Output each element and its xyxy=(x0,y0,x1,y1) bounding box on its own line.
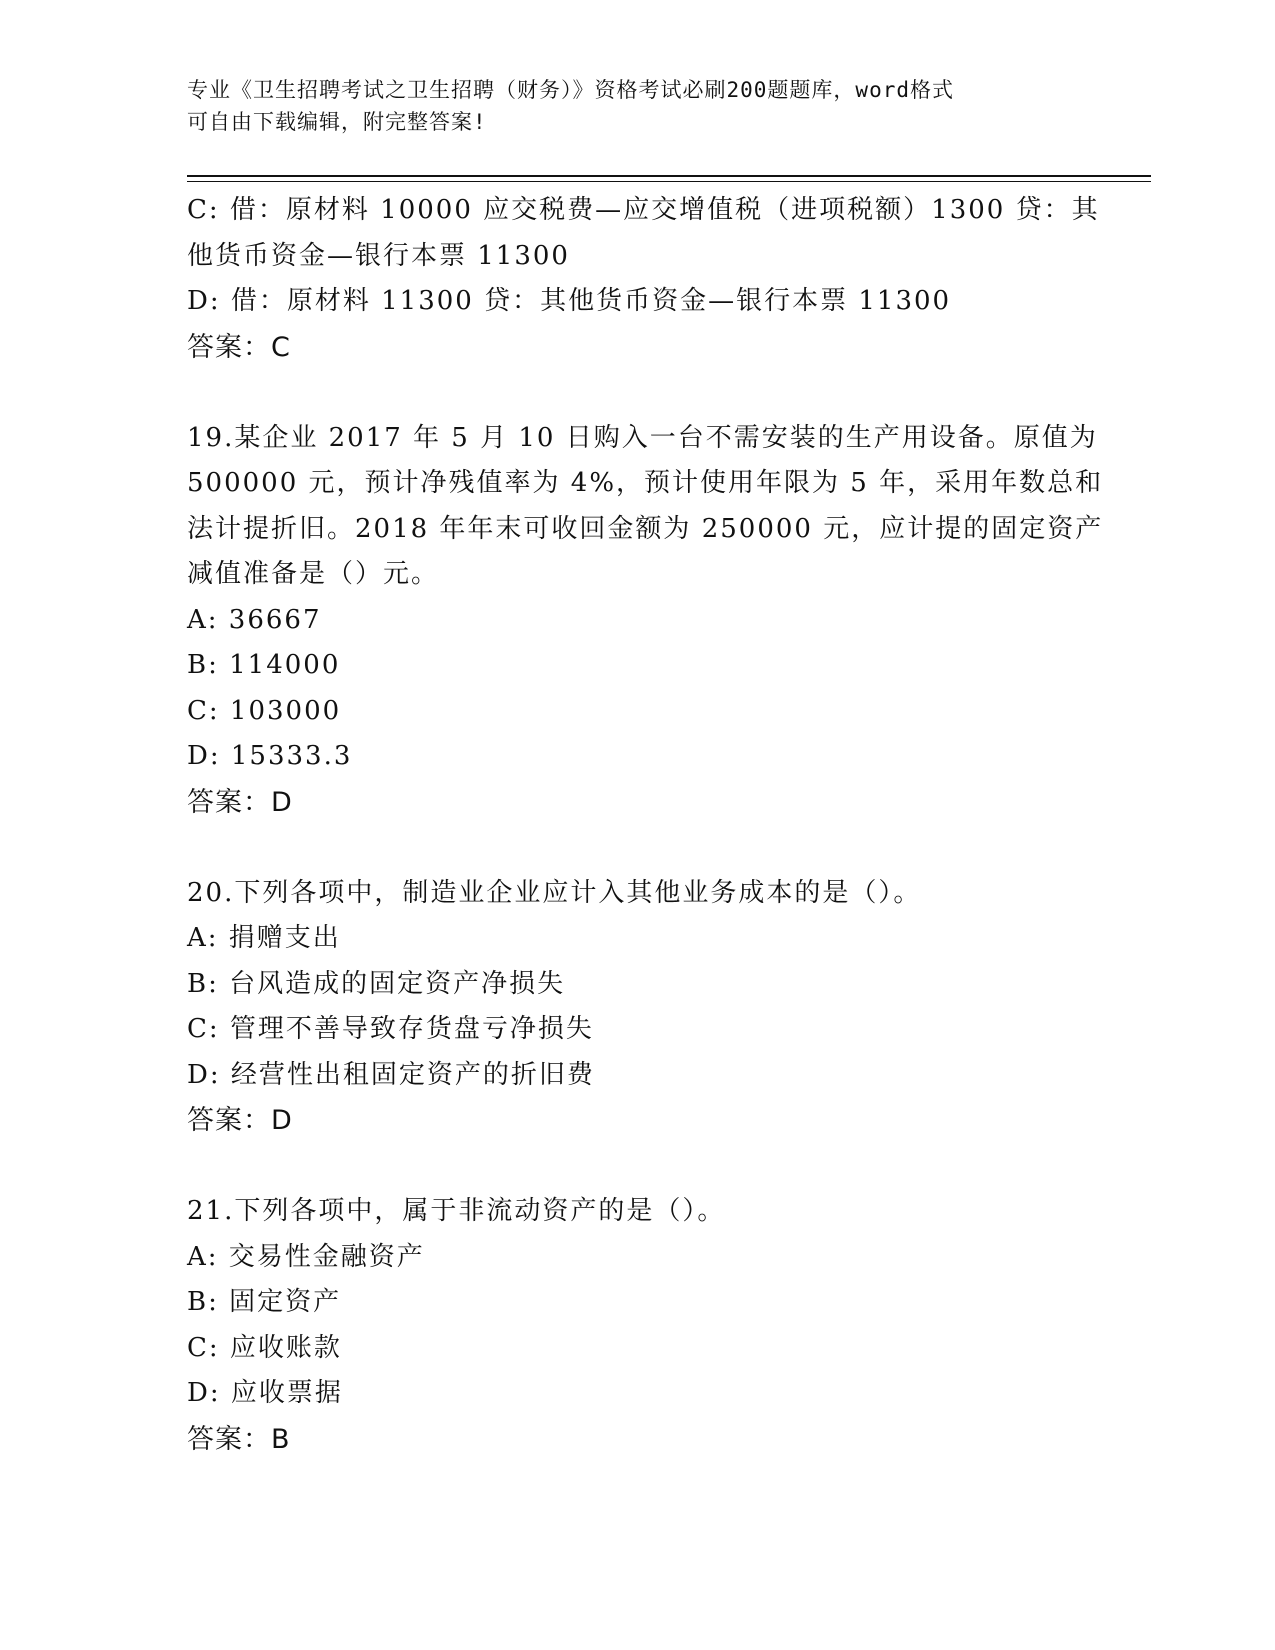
answer: 答案：D xyxy=(187,786,293,818)
header-divider-thin xyxy=(187,181,1151,182)
document-header xyxy=(187,74,1067,138)
answer: 答案：D xyxy=(187,1105,293,1136)
spacer xyxy=(187,1144,1087,1190)
option-c-line-2: 他货币资金—银行本票 11300 xyxy=(187,240,570,271)
header-title-line-1: 专业《卫生招聘考试之卫生招聘（财务）》资格考试必刷200题题库，word格式 xyxy=(187,78,954,102)
question-stem: 21.下列各项中，属于非流动资产的是（）。 xyxy=(187,1196,726,1226)
option-d: D: 15333.3 xyxy=(187,741,353,771)
option-d: D: 经营性出租固定资产的折旧费 xyxy=(187,1059,595,1090)
question-stem-line-2: 500000 元，预计净残值率为 4%，预计使用年限为 5 年，采用年数总和 xyxy=(187,468,1104,498)
option-b: B: 114000 xyxy=(187,650,341,680)
question-stem-line-1: 19.某企业 2017 年 5 月 10 日购入一台不需安装的生产用设备。原值为 xyxy=(187,422,1098,453)
option-a: A: 交易性金融资产 xyxy=(187,1241,425,1272)
question-18-tail xyxy=(187,188,1100,370)
header-divider-thick xyxy=(187,175,1151,177)
question-stem-line-3: 法计提折旧。2018 年年末可收回金额为 250000 元，应计提的固定资产 xyxy=(187,513,1104,544)
spacer xyxy=(187,825,1087,871)
option-a: A: 36667 xyxy=(187,604,322,635)
question-list xyxy=(187,188,1104,1462)
question-21 xyxy=(187,1189,1087,1462)
option-c: C: 103000 xyxy=(187,695,342,726)
header-title-line-2: 可自由下载编辑，附完整答案! xyxy=(187,110,487,134)
option-b: B: 台风造成的固定资产净损失 xyxy=(187,968,566,999)
question-19 xyxy=(187,416,1104,826)
answer: 答案：B xyxy=(187,1423,291,1455)
question-stem-line-4: 减值准备是（）元。 xyxy=(187,559,440,589)
option-c: C: 应收账款 xyxy=(187,1332,342,1363)
option-a: A: 捐赠支出 xyxy=(187,923,341,953)
spacer xyxy=(187,370,1087,416)
question-20 xyxy=(187,871,1087,1144)
option-d: D: 借：原材料 11300 贷：其他货币资金—银行本票 11300 xyxy=(187,286,952,316)
option-b: B: 固定资产 xyxy=(187,1287,342,1317)
option-d: D: 应收票据 xyxy=(187,1378,343,1408)
answer: 答案：C xyxy=(187,331,291,363)
option-c-line-1: C: 借：原材料 10000 应交税费—应交增值税（进项税额）1300 贷：其 xyxy=(187,195,1100,225)
option-c: C: 管理不善导致存货盘亏净损失 xyxy=(187,1014,594,1044)
question-stem: 20.下列各项中，制造业企业应计入其他业务成本的是（）。 xyxy=(187,877,922,908)
